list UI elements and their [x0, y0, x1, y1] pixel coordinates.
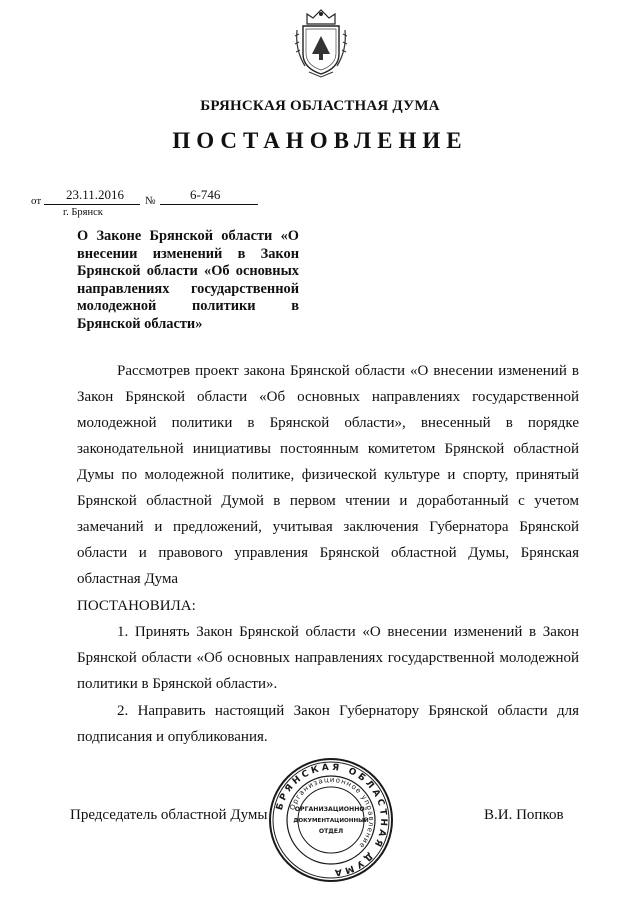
resolved-heading: ПОСТАНОВИЛА:: [77, 598, 196, 614]
document-type-heading: ПОСТАНОВЛЕНИЕ: [172, 128, 468, 153]
stamp-center-line-2: ДОКУМЕНТАЦИОННЫЙ: [293, 818, 369, 824]
stamp-center-line-1: ОРГАНИЗАЦИОННО-: [294, 806, 368, 813]
number-prefix: №: [145, 195, 156, 207]
stamp-center-line-3: ОТДЕЛ: [318, 828, 344, 835]
organization-name: БРЯНСКАЯ ОБЛАСТНАЯ ДУМА: [200, 98, 440, 114]
official-stamp: [268, 757, 394, 883]
stamp-outer-text: БРЯНСКАЯ ОБЛАСТНАЯ ДУМА: [274, 762, 389, 878]
date-underline: [44, 204, 140, 205]
number-underline: [160, 204, 258, 205]
resolution-item-2: 2. Направить настоящий Закон Губернатору Брянской области для подписания и опубликования.: [77, 703, 579, 745]
resolution-item-1: 1. Принять Закон Брянской области «О внесении изменений в Закон Брянской области «Об основных направлениях государственной молодежной политики в Брянской области».: [77, 624, 579, 692]
document-number: 6-746: [190, 187, 221, 202]
date-prefix: от: [31, 195, 42, 207]
resolution-title: О Законе Брянской области «О внесении изменений в Закон Брянской области «Об основных направлениях государственной молодежной политики в Брянской области»: [77, 228, 299, 332]
preamble-paragraph: Рассмотрев проект закона Брянской области «О внесении изменений в Закон Брянской области «Об основных направлениях государственной молодежной политики в Брянской области», внесенный в порядке законодательной инициативы постоянным комитетом Брянской областной Думы по молодежной политике, физической культуре и спорту, принятый Брянской областной Думой в первом чтении и доработанный с учетом замечаний и предложений, учитывая заключения Губернатора Брянской области и правового управления Брянской областной Думы, Брянская областная Дума: [77, 363, 579, 587]
coat-of-arms-emblem: [293, 6, 349, 78]
city: г. Брянск: [63, 207, 103, 218]
signatory-name: В.И. Попков: [484, 807, 564, 823]
stamp-ring-text: Организационное управление: [288, 775, 376, 851]
document-date: 23.11.2016: [66, 187, 125, 202]
signatory-position: Председатель областной Думы: [70, 807, 268, 823]
